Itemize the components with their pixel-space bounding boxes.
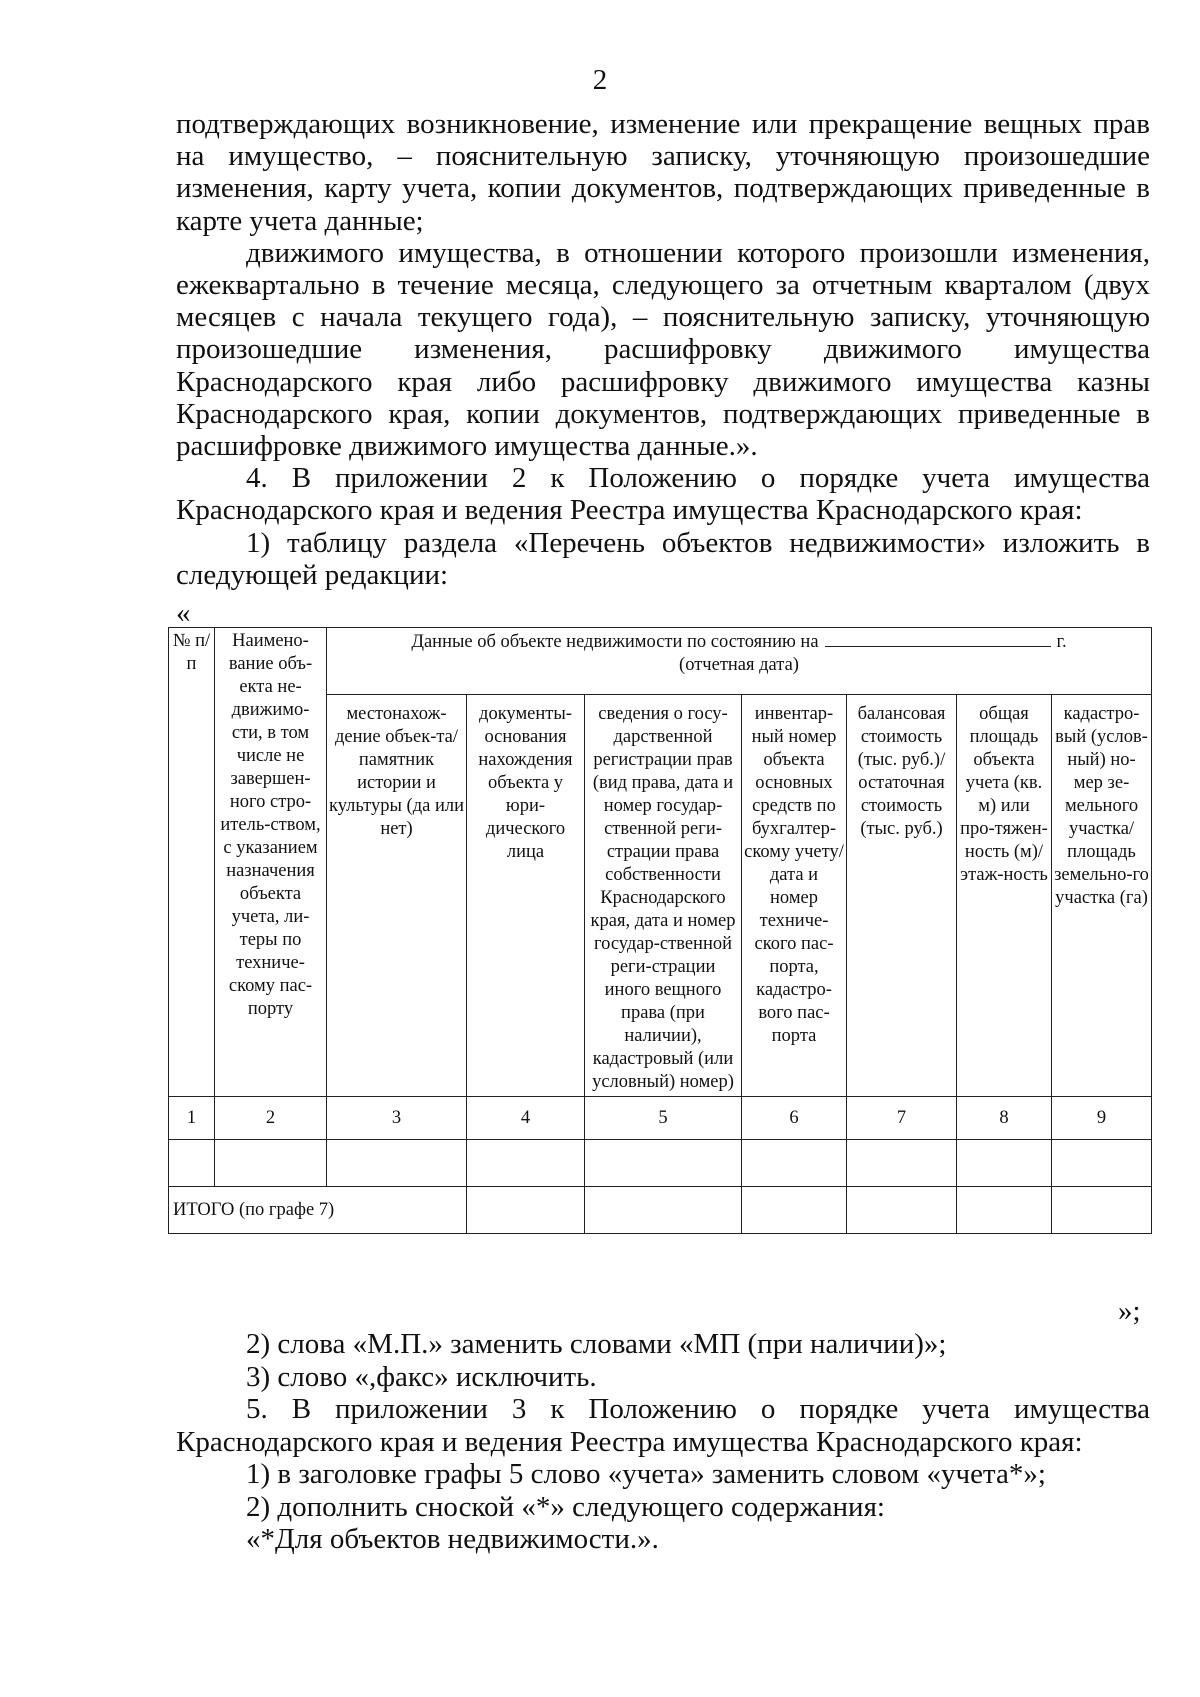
group-header — [327, 628, 1152, 695]
col-header-name: Наимено-вание объ-екта не-движимо-сти, в том числе не завершен-ного стро-итель-ством, с указанием назначения объекта учета, ли-теры по техниче-скому пас-порту — [215, 628, 327, 1097]
empty-cell — [585, 1140, 742, 1187]
col-header-location: местонахож-дение объек-та/памятник истории и культуры (да или нет) — [327, 695, 467, 1097]
col-header-documents: документы-основания нахождения объекта у юри-дического лица — [467, 695, 585, 1097]
empty-cell — [585, 1187, 742, 1234]
lower-paragraph-5: 2) дополнить сноской «*» следующего содержания: — [246, 1490, 885, 1523]
lower-paragraph-2: 3) слово «,факс» исключить. — [246, 1360, 597, 1393]
lower-paragraph-4: 1) в заголовке графы 5 слово «учета» заменить словом «учета*»; — [246, 1458, 1046, 1490]
empty-cell — [742, 1187, 847, 1234]
empty-cell — [847, 1187, 957, 1234]
empty-cell — [215, 1140, 327, 1187]
group-header-suffix: г. — [1056, 632, 1067, 652]
lower-text — [176, 1328, 1150, 1556]
empty-cell — [467, 1187, 585, 1234]
lower-paragraph-6: «*Для объектов недвижимости.». — [246, 1523, 659, 1555]
page-number: 2 — [592, 64, 608, 96]
column-number: 8 — [957, 1097, 1052, 1140]
column-number-row — [169, 1097, 1152, 1140]
empty-cell — [1052, 1140, 1152, 1187]
intro-paragraph-4: 1) таблицу раздела «Перечень объектов недвижимости» изложить в следующей редакции: — [176, 526, 1150, 591]
header-row-1 — [169, 628, 1152, 695]
quote-open: « — [176, 597, 191, 629]
empty-cell — [957, 1187, 1052, 1234]
group-header-text: Данные об объекте недвижимости по состоянию на — [411, 632, 819, 652]
column-number: 6 — [742, 1097, 847, 1140]
date-blank-line — [825, 630, 1051, 647]
lower-paragraph-1: 2) слова «М.П.» заменить словами «МП (при наличии)»; — [246, 1328, 947, 1360]
lower-paragraph-3: 5. В приложении 3 к Положению о порядке учета имущества Краснодарского края и ведения Реестра имущества Краснодарского края: — [176, 1393, 1150, 1458]
empty-cell — [467, 1140, 585, 1187]
intro-paragraph-3: 4. В приложении 2 к Положению о порядке учета имущества Краснодарского края и ведения Реестра имущества Краснодарского края: — [176, 462, 1150, 527]
col-header-cadastral: кадастро-вый (услов-ный) но-мер зе-мельного участка/ площадь земельно-го участка (га) — [1052, 695, 1152, 1097]
col-header-number: № п/п — [169, 628, 215, 1097]
column-number: 9 — [1052, 1097, 1152, 1140]
col-header-area: общая площадь объекта учета (кв. м) или про-тяжен-ность (м)/этаж-ность — [957, 695, 1052, 1097]
column-number: 5 — [585, 1097, 742, 1140]
empty-cell — [169, 1140, 215, 1187]
empty-cell — [847, 1140, 957, 1187]
total-row — [169, 1187, 1152, 1234]
group-header-sub: (отчетная дата) — [679, 655, 799, 675]
col-header-registration: сведения о госу-дарственной регистрации прав (вид права, дата и номер государ-ственной реги-страции права собственности Краснодарского края, дата и номер государ-ственной реги-страции иного вещного права (при наличии), кадастровый (или условный) номер) — [585, 695, 742, 1097]
intro-paragraph-2: движимого имущества, в отношении которого произошли изменения, ежеквартально в течение месяца, следующего за отчетным кварталом (двух месяцев с начала текущего года), – пояснительную записку, уточняющую произошедшие изменения, расшифровку движимого имущества Краснодарского края либо расшифровку движимого имущества казны Краснодарского края, копии документов, подтверждающих приведенные в расшифровке движимого имущества данные.». — [176, 236, 1150, 463]
column-number: 1 — [169, 1097, 215, 1140]
col-header-balance-value: балансовая стоимость (тыс. руб.)/ остаточная стоимость (тыс. руб.) — [847, 695, 957, 1097]
empty-cell — [742, 1140, 847, 1187]
empty-cell — [957, 1140, 1052, 1187]
column-number: 2 — [215, 1097, 327, 1140]
column-number: 7 — [847, 1097, 957, 1140]
quote-close: »; — [1118, 1295, 1141, 1327]
empty-data-row — [169, 1140, 1152, 1187]
intro-text — [176, 108, 1150, 591]
empty-cell — [327, 1140, 467, 1187]
intro-paragraph-1: подтверждающих возникновение, изменение или прекращение вещных прав на имущество, – пояснительную записку, уточняющую произошедшие изменения, карту учета, копии документов, подтверждающих приведенные в карте учета данные; — [176, 108, 1150, 237]
column-number: 3 — [327, 1097, 467, 1140]
col-header-inventory: инвентар-ный номер объекта основных средств по бухгалтер-скому учету/дата и номер техниче-ского пас-порта, кадастро-вого пас-порта — [742, 695, 847, 1097]
real-estate-table — [168, 627, 1152, 1234]
empty-cell — [1052, 1187, 1152, 1234]
total-label: ИТОГО (по графе 7) — [169, 1187, 467, 1234]
column-number: 4 — [467, 1097, 585, 1140]
